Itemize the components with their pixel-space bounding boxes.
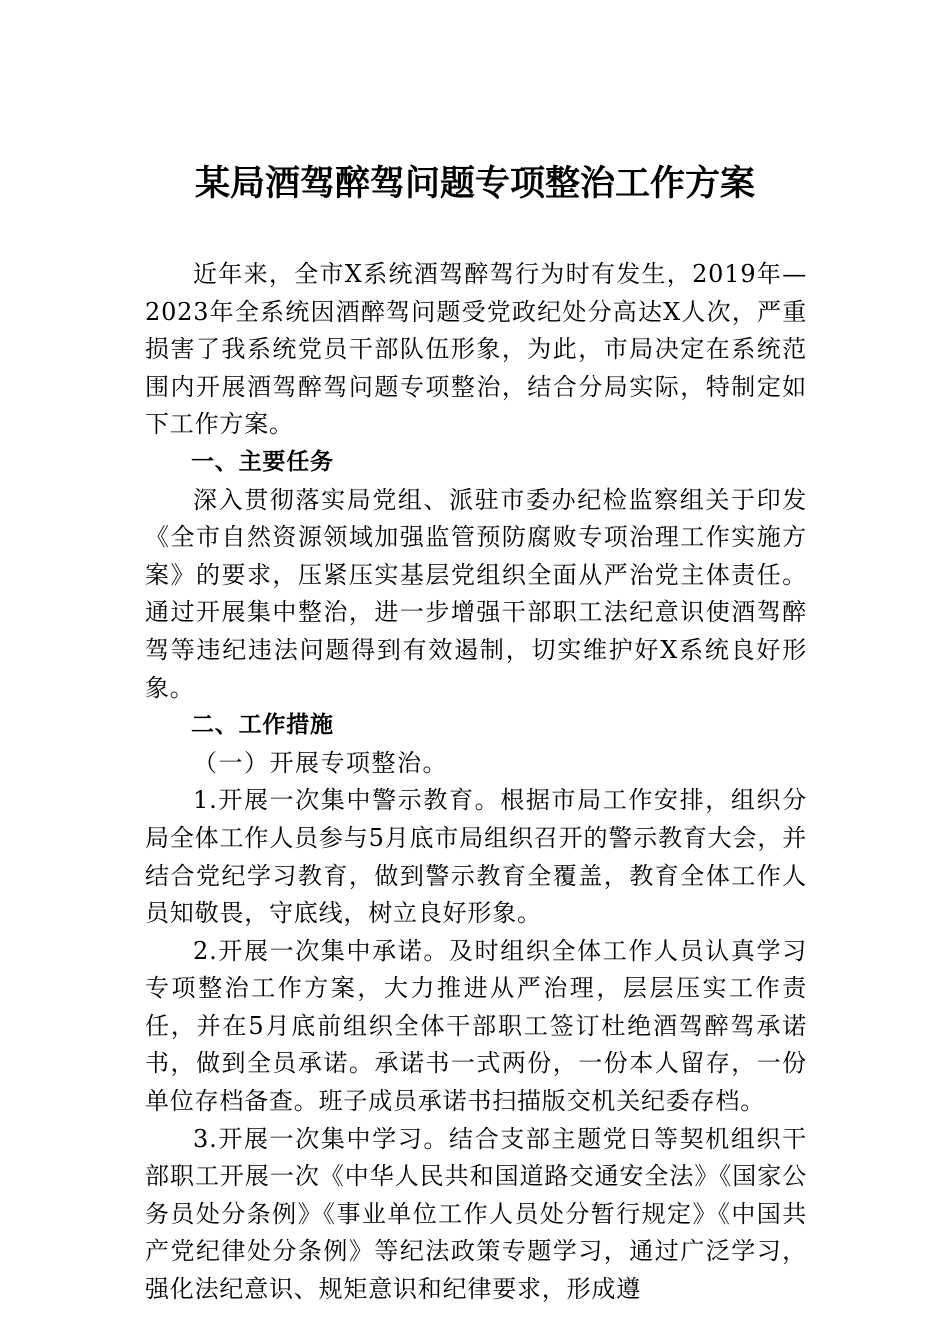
document-title: 某局酒驾醉驾问题专项整治工作方案 — [194, 163, 755, 204]
paragraph-intro: 近年来，全市X系统酒驾醉驾行为时有发生，2019年—2023年全系统因酒醉驾问题受党政纪处分高达X人次，严重损害了我系统党员干部队伍形象，为此，市局决定在系统范围内开展酒驾醉驾问题专项整治，结合分局实际，特制定如下工作方案。 — [145, 260, 807, 439]
subsection-heading-special-rectification: （一）开展专项整治。 — [193, 748, 448, 777]
paragraph-main-tasks: 深入贯彻落实局党组、派驻市委办纪检监察组关于印发《全市自然资源领域加强监管预防腐败专项治理工作实施方案》的要求，压紧压实基层党组织全面从严治党主体责任。通过开展集中整治，进一步增强干部职工法纪意识使酒驾醉驾等违纪违法问题得到有效遏制，切实维护好X系统良好形象。 — [145, 485, 807, 702]
paragraph-measure-3: 3.开展一次集中学习。结合支部主题党日等契机组织干部职工开展一次《中华人民共和国道路交通安全法》《国家公务员处分条例》《事业单位工作人员处分暂行规定》《中国共产党纪律处分条例》等纪法政策专题学习，通过广泛学习，强化法纪意识、规矩意识和纪律要求，形成遵 — [145, 1124, 807, 1304]
paragraph-measure-1: 1.开展一次集中警示教育。根据市局工作安排，组织分局全体工作人员参与5月底市局组织召开的警示教育大会，并结合党纪学习教育，做到警示教育全覆盖，教育全体工作人员知敬畏，守底线，树立良好形象。 — [145, 786, 807, 928]
section-heading-main-tasks: 一、主要任务 — [191, 448, 334, 475]
section-heading-work-measures: 二、工作措施 — [191, 712, 334, 739]
document-body — [145, 256, 807, 1309]
paragraph-measure-2: 2.开展一次集中承诺。及时组织全体工作人员认真学习专项整治工作方案，大力推进从严治理，层层压实工作责任，并在5月底前组织全体干部职工签订杜绝酒驾醉驾承诺书，做到全员承诺。承诺书一式两份，一份本人留存，一份单位存档备查。班子成员承诺书扫描版交机关纪委存档。 — [145, 936, 807, 1116]
